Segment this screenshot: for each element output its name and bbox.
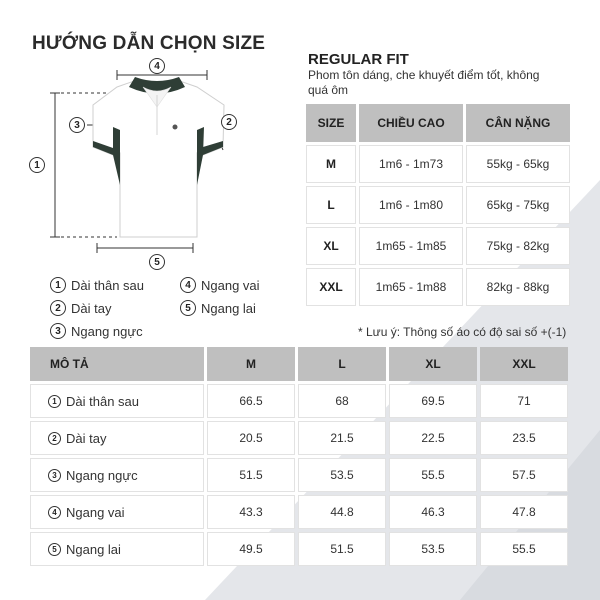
height-cell: 1m6 - 1m73: [359, 145, 463, 183]
polo-shirt-icon: [25, 55, 255, 270]
value-cell: 46.3: [389, 495, 477, 529]
weight-cell: 55kg - 65kg: [466, 145, 570, 183]
header-height: CHIỀU CAO: [359, 104, 463, 142]
legend-item-3: 3 Ngang ngực: [50, 323, 143, 339]
table-row: [306, 186, 570, 224]
description-cell: 3 Ngang ngực: [30, 458, 204, 492]
value-cell: 53.5: [298, 458, 386, 492]
weight-cell: 82kg - 88kg: [466, 268, 570, 306]
legend-item-2: 2 Dài tay: [50, 300, 111, 316]
value-cell: 53.5: [389, 532, 477, 566]
legend-item-5: 5 Ngang lai: [180, 300, 256, 316]
header-size: SIZE: [306, 104, 356, 142]
height-cell: 1m6 - 1m80: [359, 186, 463, 224]
header-weight: CÂN NẶNG: [466, 104, 570, 142]
description-cell: 4 Ngang vai: [30, 495, 204, 529]
size-table: [303, 101, 573, 309]
header-xxl: XXL: [480, 347, 568, 381]
table-row: [30, 458, 568, 492]
table-row: [30, 421, 568, 455]
value-cell: 68: [298, 384, 386, 418]
value-cell: 71: [480, 384, 568, 418]
tolerance-note: * Lưu ý: Thông số áo có độ sai số +(-1): [358, 325, 567, 339]
page-title: HƯỚNG DẪN CHỌN SIZE: [32, 33, 266, 54]
header-l: L: [298, 347, 386, 381]
header-m: M: [207, 347, 295, 381]
value-cell: 21.5: [298, 421, 386, 455]
value-cell: 51.5: [207, 458, 295, 492]
header-description: MÔ TẢ: [30, 347, 204, 381]
table-row: [306, 227, 570, 265]
value-cell: 47.8: [480, 495, 568, 529]
value-cell: 51.5: [298, 532, 386, 566]
value-cell: 44.8: [298, 495, 386, 529]
table-row: [30, 384, 568, 418]
size-table-header: [306, 104, 570, 142]
value-cell: 66.5: [207, 384, 295, 418]
marker-5: 5: [149, 254, 165, 270]
value-cell: 57.5: [480, 458, 568, 492]
description-cell: 1 Dài thân sau: [30, 384, 204, 418]
value-cell: 23.5: [480, 421, 568, 455]
value-cell: 43.3: [207, 495, 295, 529]
weight-cell: 75kg - 82kg: [466, 227, 570, 265]
shirt-diagram: [25, 55, 255, 270]
fit-title: REGULAR FIT: [308, 51, 409, 68]
height-cell: 1m65 - 1m88: [359, 268, 463, 306]
weight-cell: 65kg - 75kg: [466, 186, 570, 224]
header-xl: XL: [389, 347, 477, 381]
fit-description: Phom tôn dáng, che khuyết điểm tốt, không quá ôm: [308, 68, 540, 97]
value-cell: 55.5: [480, 532, 568, 566]
value-cell: 22.5: [389, 421, 477, 455]
table-row: [306, 145, 570, 183]
legend-item-4: 4 Ngang vai: [180, 277, 260, 293]
marker-2: 2: [221, 114, 237, 130]
size-cell: L: [306, 186, 356, 224]
table-row: [30, 532, 568, 566]
size-cell: M: [306, 145, 356, 183]
size-cell: XXL: [306, 268, 356, 306]
value-cell: 55.5: [389, 458, 477, 492]
table-row: [30, 495, 568, 529]
height-cell: 1m65 - 1m85: [359, 227, 463, 265]
marker-1: 1: [29, 157, 45, 173]
description-cell: 5 Ngang lai: [30, 532, 204, 566]
marker-3: 3: [69, 117, 85, 133]
value-cell: 20.5: [207, 421, 295, 455]
measurement-table: [27, 344, 571, 569]
size-cell: XL: [306, 227, 356, 265]
measurement-table-header: [30, 347, 568, 381]
marker-4: 4: [149, 58, 165, 74]
legend-item-1: 1 Dài thân sau: [50, 277, 144, 293]
description-cell: 2 Dài tay: [30, 421, 204, 455]
value-cell: 49.5: [207, 532, 295, 566]
value-cell: 69.5: [389, 384, 477, 418]
table-row: [306, 268, 570, 306]
